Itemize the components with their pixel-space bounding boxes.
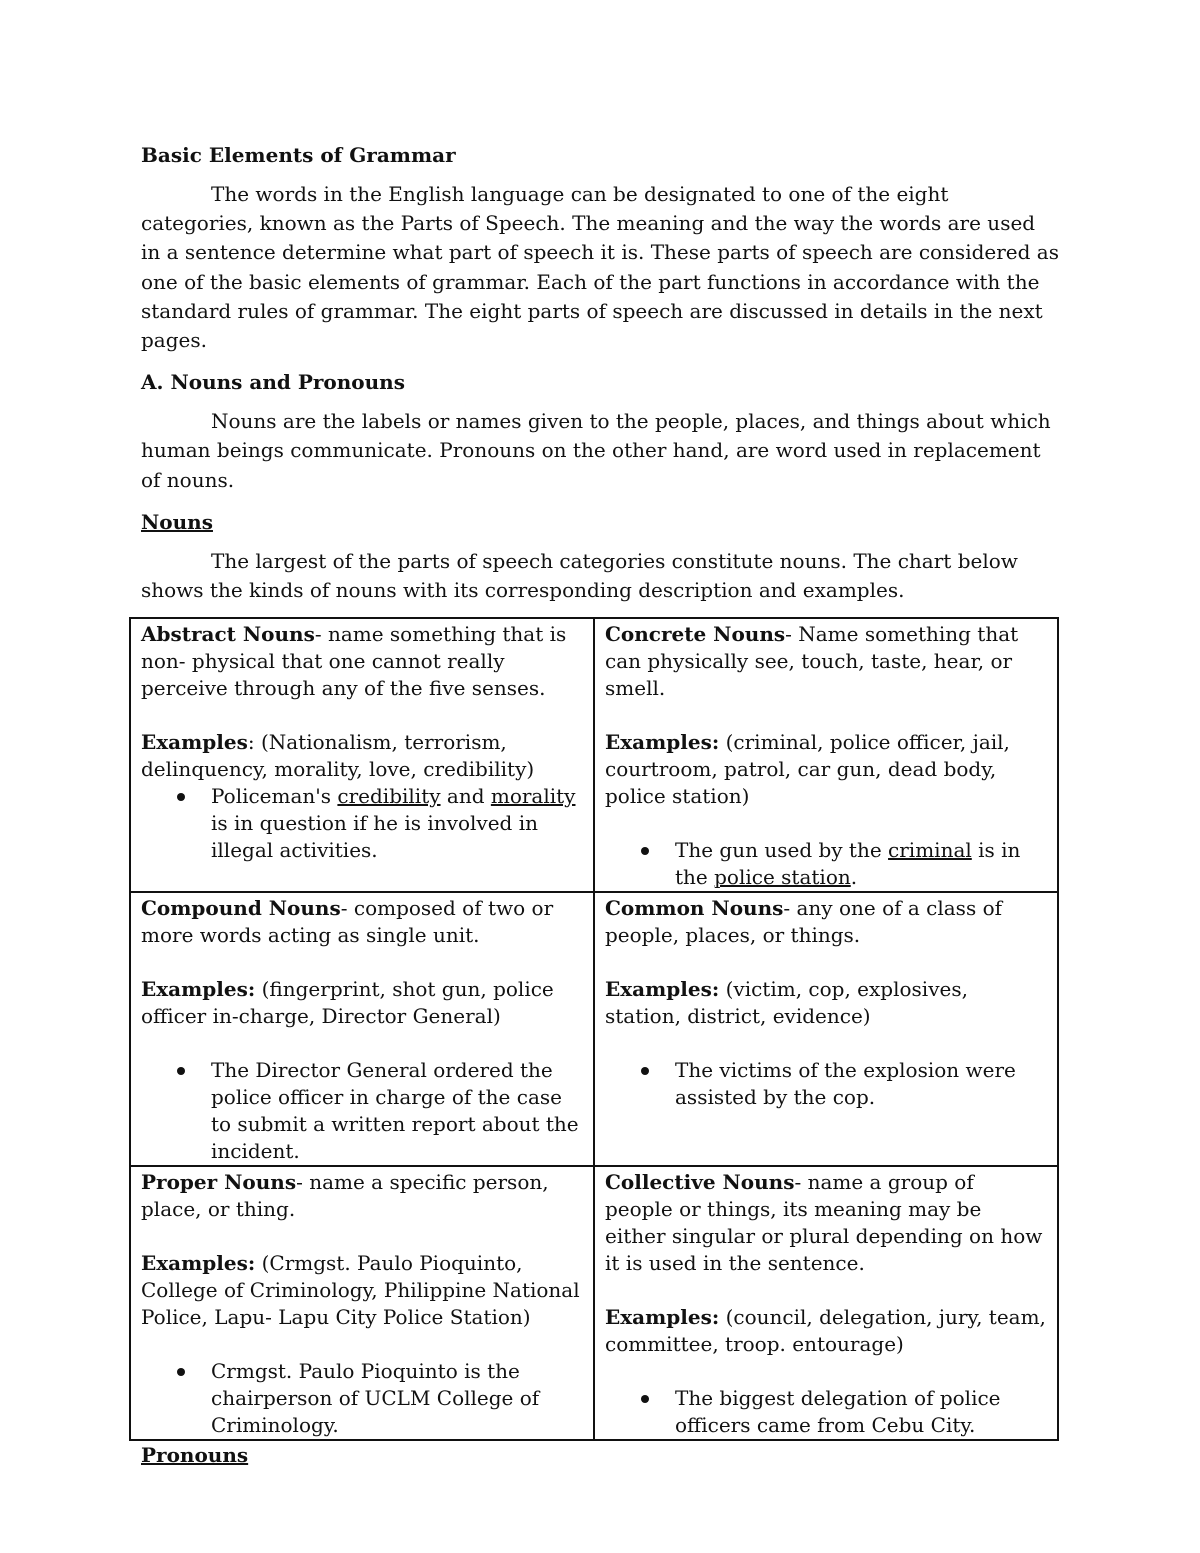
examples-text: : (Nationalism, terrorism, delinquency, morality, love, credibility) [141, 730, 535, 782]
example-sentence: The victims of the explosion were assisted by the cop. [675, 1057, 1047, 1111]
table-cell-proper [130, 1166, 594, 1440]
example-list [141, 1358, 583, 1439]
example-sentence: Policeman's credibility and morality is in question if he is involved in illegal activities. [211, 783, 583, 864]
nouns-heading: Nouns [141, 509, 213, 534]
table-cell-abstract [130, 618, 594, 892]
cell-term: Common Nouns [605, 896, 784, 921]
cell-term: Abstract Nouns [141, 622, 315, 647]
cell-description: - name something that is non- physical that one cannot really perceive through any of the five senses. [141, 622, 567, 701]
document-page [141, 140, 1059, 1469]
examples-label: Examples: [605, 1305, 720, 1330]
examples-label: Examples: [605, 977, 720, 1002]
cell-term: Concrete Nouns [605, 622, 786, 647]
example-list [605, 837, 1047, 891]
intro-paragraph: The words in the English language can be designated to one of the eight categories, known as the Parts of Speech. The meaning and the way the words are used in a sentence determine what part of speech it is. These parts of speech are considered as one of the basic elements of grammar. Each of the part functions in accordance with the standard rules of grammar. The eight parts of speech are discussed in details in the next pages. [141, 182, 1059, 353]
table-cell-common [594, 892, 1058, 1166]
pronouns-heading: Pronouns [141, 1443, 249, 1468]
example-list [605, 1385, 1047, 1439]
page-title: Basic Elements of Grammar [141, 143, 456, 167]
example-list [141, 1057, 583, 1165]
cell-description: - any one of a class of people, places, or things. [605, 896, 1003, 948]
examples-text: (Crmgst. Paulo Pioquinto, College of Criminology, Philippine National Police, Lapu- Lapu City Police Station) [141, 1251, 580, 1330]
section-heading-nouns-pronouns: A. Nouns and Pronouns [141, 370, 405, 395]
table-row [130, 1166, 1058, 1440]
cell-description: - Name something that can physically see, touch, taste, hear, or smell. [605, 622, 1019, 701]
examples-label: Examples [141, 730, 248, 755]
examples-label: Examples: [141, 1251, 256, 1276]
example-sentence: Crmgst. Paulo Pioquinto is the chairperson of UCLM College of Criminology. [211, 1358, 583, 1439]
nouns-paragraph: The largest of the parts of speech categories constitute nouns. The chart below shows the kinds of nouns with its corresponding description and examples. [141, 548, 1018, 603]
examples-text: (fingerprint, shot gun, police officer in-charge, Director General) [141, 977, 554, 1029]
table-row [130, 892, 1058, 1166]
examples-text: (victim, cop, explosives, station, district, evidence) [605, 977, 968, 1029]
example-list [141, 783, 583, 864]
cell-description: - name a specific person, place, or thing. [141, 1170, 549, 1222]
table-cell-compound [130, 892, 594, 1166]
example-sentence: The Director General ordered the police officer in charge of the case to submit a written report about the incident. [211, 1057, 583, 1165]
cell-term: Compound Nouns [141, 896, 341, 921]
example-sentence: The biggest delegation of police officers came from Cebu City. [675, 1385, 1047, 1439]
example-list [605, 1057, 1047, 1111]
examples-text: (council, delegation, jury, team, committee, troop. entourage) [605, 1305, 1046, 1357]
examples-text: (criminal, police officer, jail, courtroom, patrol, car gun, dead body, police station) [605, 730, 1010, 809]
table-cell-collective [594, 1166, 1058, 1440]
table-row [130, 618, 1058, 892]
table-cell-concrete [594, 618, 1058, 892]
section-paragraph: Nouns are the labels or names given to the people, places, and things about which human beings communicate. Pronouns on the other hand, are word used in replacement of nouns. [141, 409, 1051, 492]
cell-description: - composed of two or more words acting as single unit. [141, 896, 554, 948]
examples-label: Examples: [141, 977, 256, 1002]
nouns-table [129, 617, 1059, 1441]
cell-term: Collective Nouns [605, 1170, 795, 1195]
cell-description: - name a group of people or things, its meaning may be either singular or plural depending on how it is used in the sentence. [605, 1170, 1043, 1276]
cell-term: Proper Nouns [141, 1170, 297, 1195]
examples-label: Examples: [605, 730, 720, 755]
example-sentence: The gun used by the criminal is in the police station. [675, 837, 1047, 891]
